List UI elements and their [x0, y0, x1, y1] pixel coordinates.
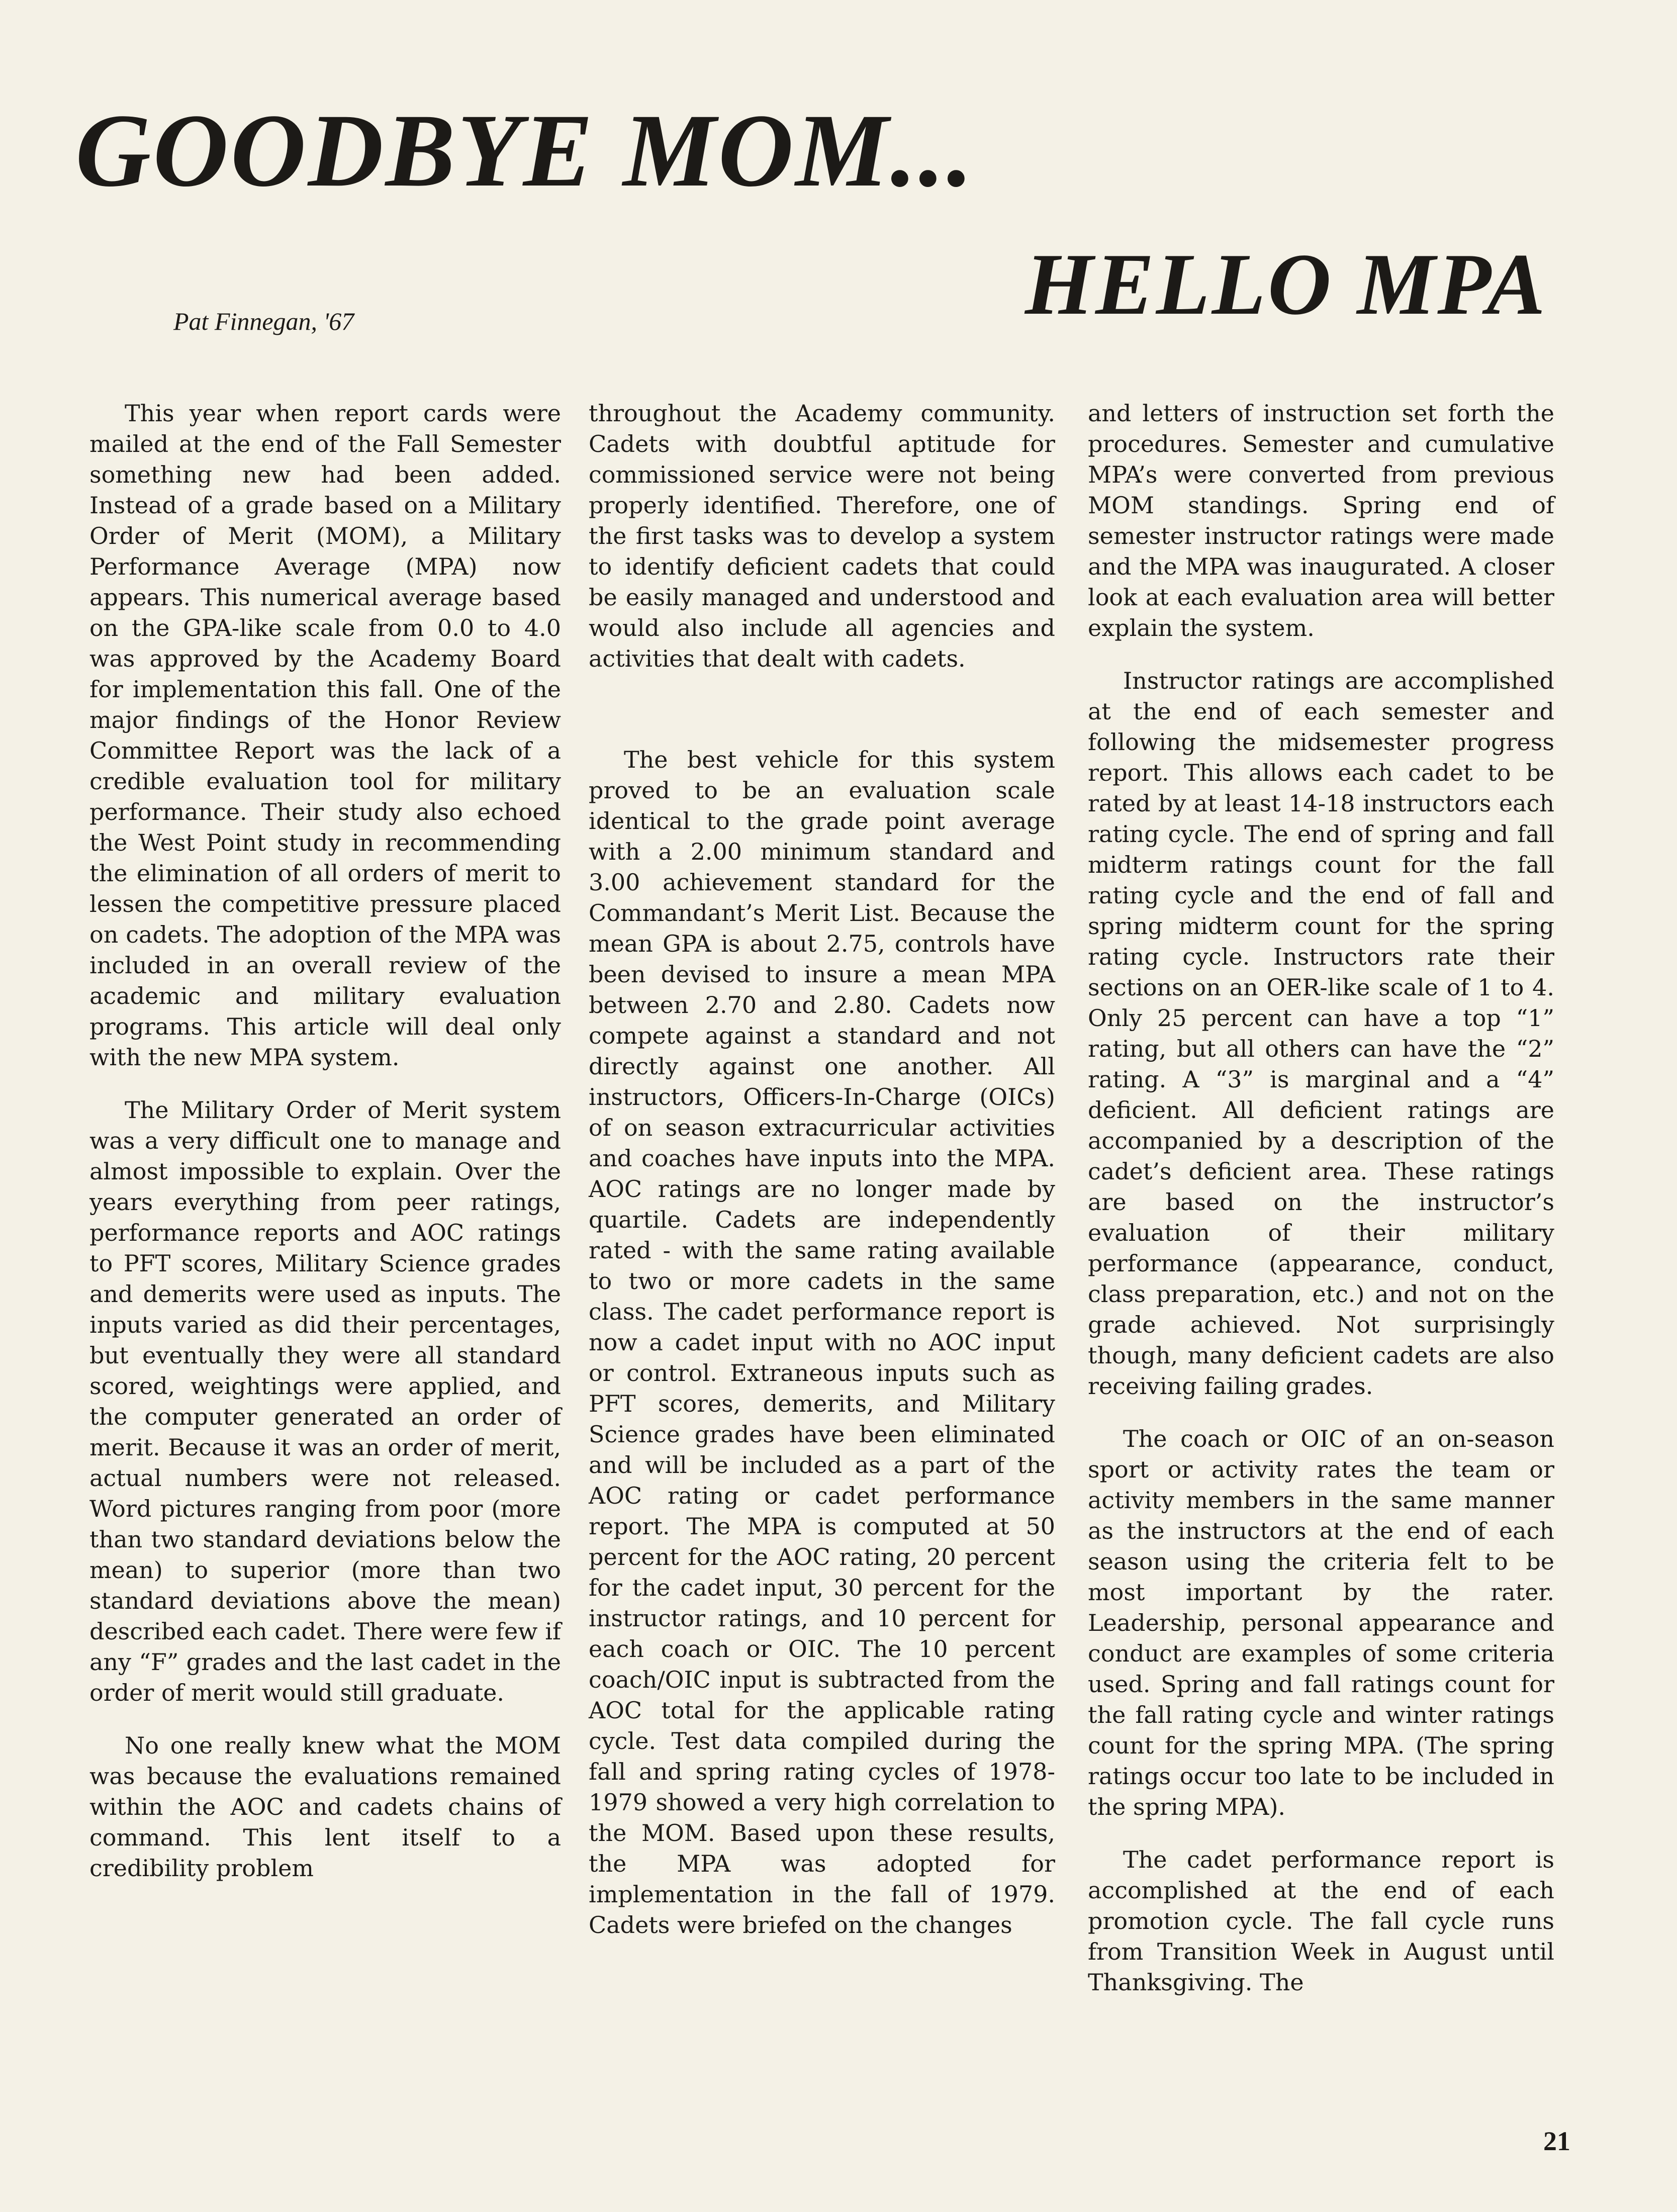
paragraph: throughout the Academy community. Cadets with doubtful aptitude for commissioned service were not being properly identified. Therefore, one of the first tasks was to develop a system to identify deficient cadets that could be easily managed and understood and would also include all agencies and activities that dealt with cadets.: [589, 400, 1055, 672]
paragraph: The best vehicle for this system proved to be an evaluation scale identical to the grade point average with a 2.00 minimum standard and 3.00 achievement standard for the Commandant’s Merit List. Because the mean GPA is about 2.75, controls have been devised to insure a mean MPA between 2.70 and 2.80. Cadets now compete against a standard and not directly against one another. All instructors, Officers-In-Charge (OICs) of on season extracurricular activities and coaches have inputs into the MPA. AOC ratings are no longer made by quartile. Cadets are independently rated - with the same rating available to two or more cadets in the same class. The cadet performance report is now a cadet input with no AOC input or control. Extraneous inputs such as PFT scores, demerits, and Military Science grades have been eliminated and will be included as a part of the AOC rating or cadet performance report. The MPA is computed at 50 percent for the AOC rating, 20 percent for the cadet input, 30 percent for the instructor ratings, and 10 percent for each coach or OIC. The 10 percent coach/OIC input is subtracted from the AOC total for the applicable rating cycle. Test data compiled during the fall and spring rating cycles of 1978-1979 showed a very high correlation to the MOM. Based upon these results, the MPA was adopted for implementation in the fall of 1979. Cadets were briefed on the changes: [589, 746, 1055, 1939]
paragraph: Instructor ratings are accomplished at the end of each semester and following the midsemester progress report. This allows each cadet to be rated by at least 14-18 instructors each rating cycle. The end of spring and fall midterm ratings count for the fall rating cycle and the end of fall and spring midterm count for the spring rating cycle. Instructors rate their sections on an OER-like scale of 1 to 4. Only 25 percent can have a top “1” rating, but all others can have the “2” rating. A “3” is marginal and a “4” deficient. All deficient ratings are accompanied by a description of the cadet’s deficient area. These ratings are based on the instructor’s evaluation of their military performance (appearance, conduct, class preparation, etc.) and not on the grade achieved. Not surprisingly though, many deficient cadets are also receiving failing grades.: [1088, 667, 1554, 1400]
paragraph: No one really knew what the MOM was because the evaluations remained within the AOC and cadets chains of command. This lent itself to a credibility problem: [89, 1732, 561, 1882]
article-title: GOODBYE MOM...: [75, 93, 975, 208]
text-column-3: [1088, 398, 1554, 1998]
text-column-2: [589, 398, 1055, 1941]
byline: Pat Finnegan, '67: [173, 307, 354, 335]
text-column-1: [89, 398, 561, 1884]
paragraph: This year when report cards were mailed at the end of the Fall Semester something new had been added. Instead of a grade based on a Military Order of Merit (MOM), a Military Performance Average (MPA) now appears. This numerical average based on the GPA-like scale from 0.0 to 4.0 was approved by the Academy Board for implementation this fall. One of the major findings of the Honor Review Committee Report was the lack of a credible evaluation tool for military performance. Their study also echoed the West Point study in recommending the elimination of all orders of merit to lessen the competitive pressure placed on cadets. The adoption of the MPA was included in an overall review of the academic and military evaluation programs. This article will deal only with the new MPA system.: [89, 400, 561, 1071]
paragraph: The coach or OIC of an on-season sport or activity rates the team or activity members in the same manner as the instructors at the end of each season using the criteria felt to be most important by the rater. Leadership, personal appearance and conduct are examples of some criteria used. Spring and fall ratings count for the fall rating cycle and winter ratings count for the spring MPA. (The spring ratings occur too late to be included in the spring MPA).: [1088, 1425, 1554, 1820]
paragraph: The Military Order of Merit system was a very difficult one to manage and almost impossible to explain. Over the years everything from peer ratings, performance reports and AOC ratings to PFT scores, Military Science grades and demerits were used as inputs. The inputs varied as did their percentages, but eventually they were all standard scored, weightings were applied, and the computer generated an order of merit. Because it was an order of merit, actual numbers were not released. Word pictures ranging from poor (more than two standard deviations below the mean) to superior (more than two standard deviations above the mean) described each cadet. There were few if any “F” grades and the last cadet in the order of merit would still graduate.: [89, 1096, 561, 1706]
article-subtitle: HELLO MPA: [1024, 235, 1547, 333]
paragraph: and letters of instruction set forth the procedures. Semester and cumulative MPA’s were converted from previous MOM standings. Spring end of semester instructor ratings were made and the MPA was inaugurated. A closer look at each evaluation area will better explain the system.: [1088, 400, 1554, 641]
paragraph: The cadet performance report is accomplished at the end of each promotion cycle. The fall cycle runs from Transition Week in August until Thanksgiving. The: [1088, 1846, 1554, 1996]
page-number: 21: [1543, 2126, 1570, 2156]
